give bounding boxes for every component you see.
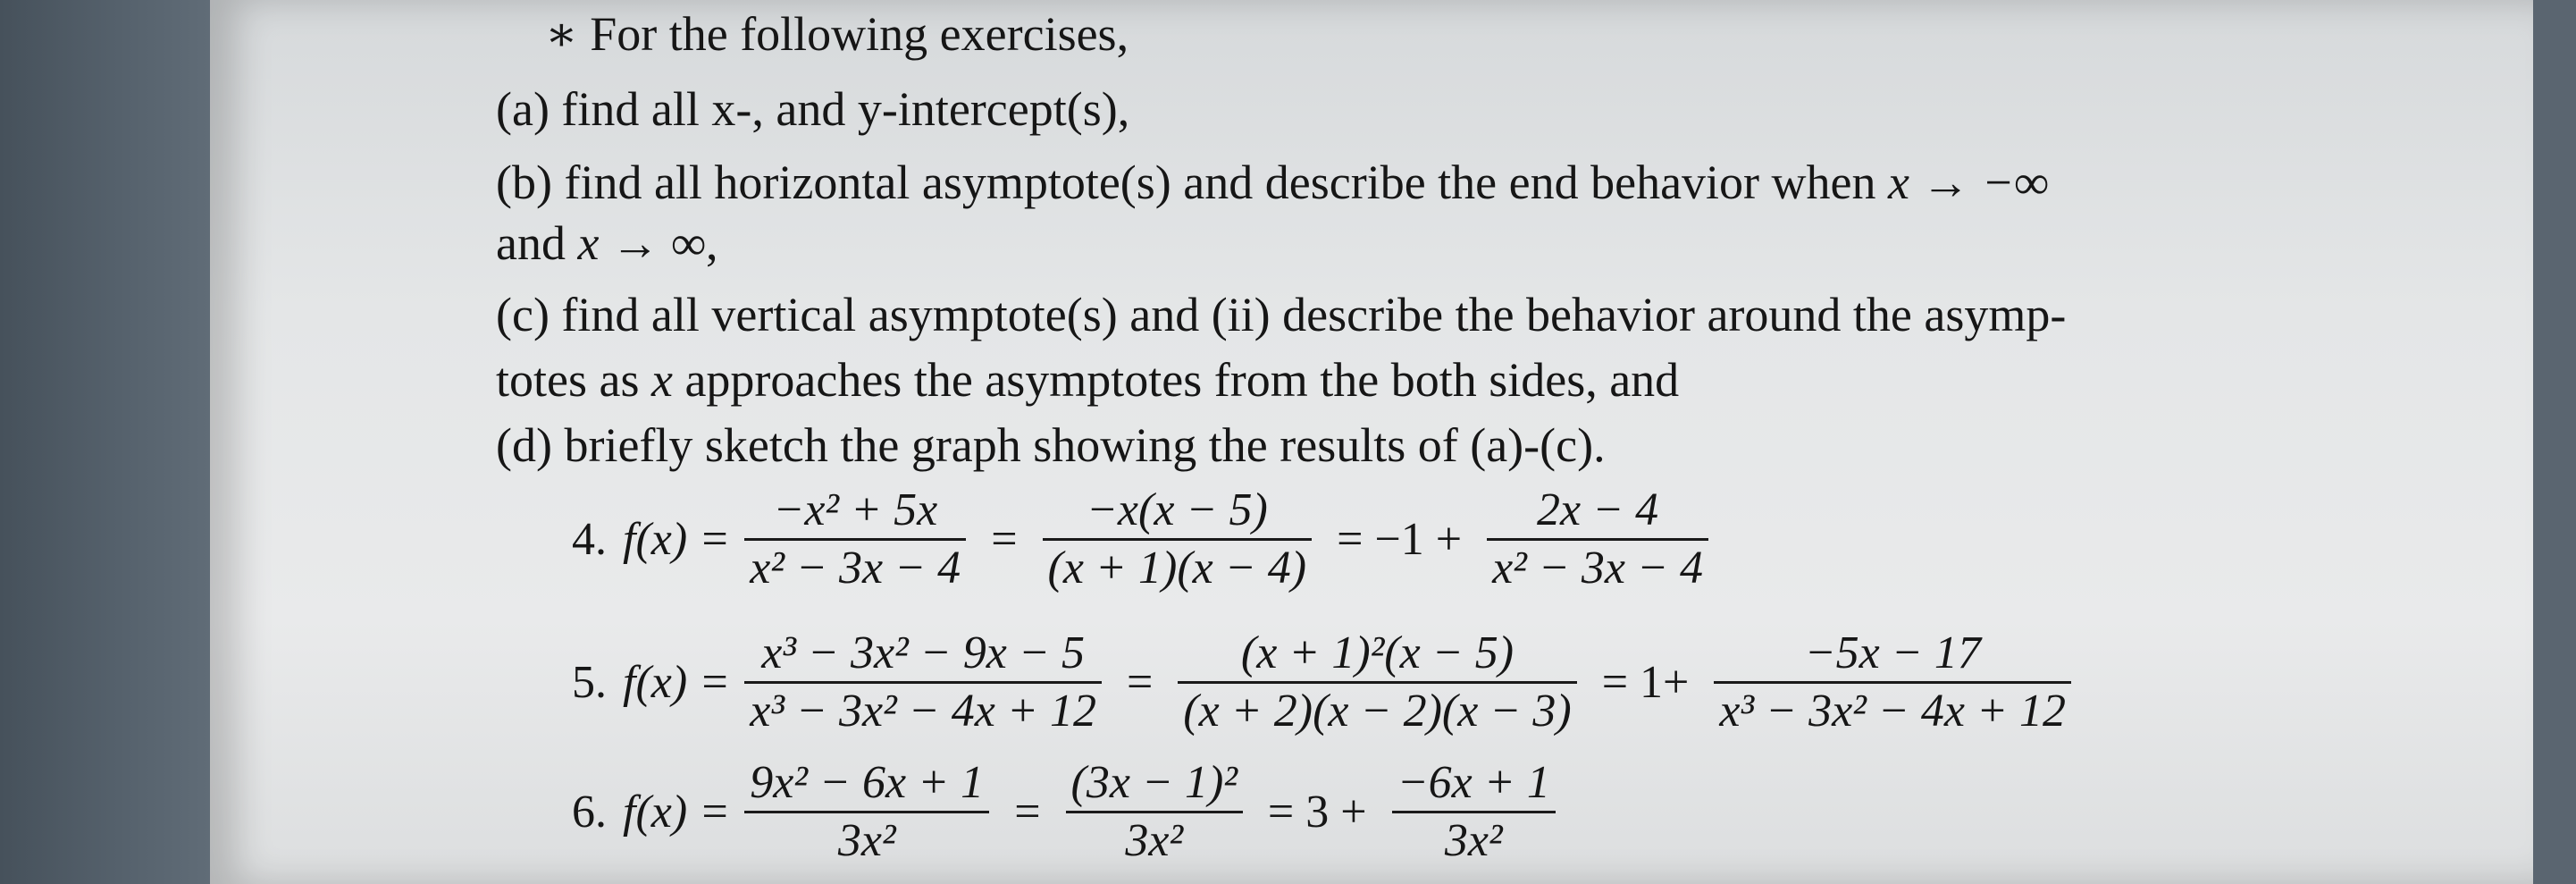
problem-5: 5. f(x) = $\frac{\text{x³ − 3x² − 9x − 5}}{\text{x³ − 3x² − 4x + 12}}$ = $\frac{\text{(x + 1)²(x − 5)}}{(x + 2)(x - 2)(x - 3)}$ = 1+ $\frac{-5x - 17}{\text{x³ − 3x² − 4x + 12}}$ (572, 626, 2085, 739)
fraction (1178, 626, 1576, 739)
instruction-a: (a) find all x-, and y-intercept(s), (496, 82, 1130, 136)
denominator: (x + 1)(x − 4) (1047, 543, 1307, 594)
numerator: 2x − 4 (1536, 484, 1659, 535)
instruction-c-line2: totes as x approaches the asymptotes from the both sides, and (496, 353, 1680, 407)
problem-number: 4. (572, 514, 607, 565)
fraction (1714, 626, 2071, 739)
fraction (744, 626, 1102, 739)
instruction-b: (b) find all horizontal asymptote(s) and describe the end behavior when x → −∞ (496, 156, 2049, 209)
denominator: x² − 3x − 4 (750, 543, 961, 594)
problem-4: 4. f(x) = $\frac{\text{−x² + 5x}}{\text{x² − 3x − 4}}$ = $\frac{-x(x - 5)}{(x + 1)(x - 4)}$ = −1 + $\frac{2x - 4}{\text{x² − 3x − 4}}$ (572, 483, 1723, 596)
fraction (1487, 483, 1708, 596)
problem-number: 5. (572, 657, 607, 708)
numerator: −x(x − 5) (1086, 484, 1268, 535)
function-lhs: f(x) = (623, 787, 731, 838)
desk-background-right (2533, 0, 2576, 884)
instruction-b-continued: and x → ∞, (496, 216, 718, 270)
problem-number: 6. (572, 787, 607, 838)
denominator: 3x² (1444, 815, 1503, 866)
fraction (744, 483, 966, 596)
function-lhs: f(x) = (623, 657, 731, 708)
instruction-d: (d) briefly sketch the graph showing the results of (a)-(c). (496, 418, 1606, 472)
instruction-intro: ∗ For the following exercises, (545, 7, 1129, 61)
denominator: x³ − 3x² − 4x + 12 (750, 686, 1096, 737)
numerator: (x + 1)²(x − 5) (1240, 627, 1515, 678)
numerator: x³ − 3x² − 9x − 5 (761, 627, 1085, 678)
denominator: x³ − 3x² − 4x + 12 (1719, 686, 2067, 737)
denominator: 3x² (837, 815, 896, 866)
numerator: −5x − 17 (1804, 627, 1981, 678)
fraction (1043, 483, 1313, 596)
instruction-c-line1: (c) find all vertical asymptote(s) and (ii) describe the behavior around the asymp- (496, 288, 2067, 341)
desk-background-left (0, 0, 210, 884)
numerator: 9x² − 6x + 1 (750, 757, 985, 808)
numerator: (3x − 1)² (1070, 757, 1238, 808)
fraction (744, 755, 989, 869)
denominator: 3x² (1125, 815, 1184, 866)
fraction (1392, 755, 1556, 869)
fraction (1066, 755, 1243, 869)
numerator: −x² + 5x (773, 484, 938, 535)
problem-6: 6. f(x) = $\frac{\text{9x² − 6x + 1}}{\text{3x²}}$ = $\frac{\text{(3x − 1)²}}{\text{3x²}}$ = 3 + $\frac{-6x + 1}{\text{3x²}}$ (572, 755, 1570, 869)
function-lhs: f(x) = (623, 514, 731, 565)
denominator: (x + 2)(x − 2)(x − 3) (1183, 686, 1572, 737)
numerator: −6x + 1 (1397, 757, 1550, 808)
denominator: x² − 3x − 4 (1492, 543, 1704, 594)
